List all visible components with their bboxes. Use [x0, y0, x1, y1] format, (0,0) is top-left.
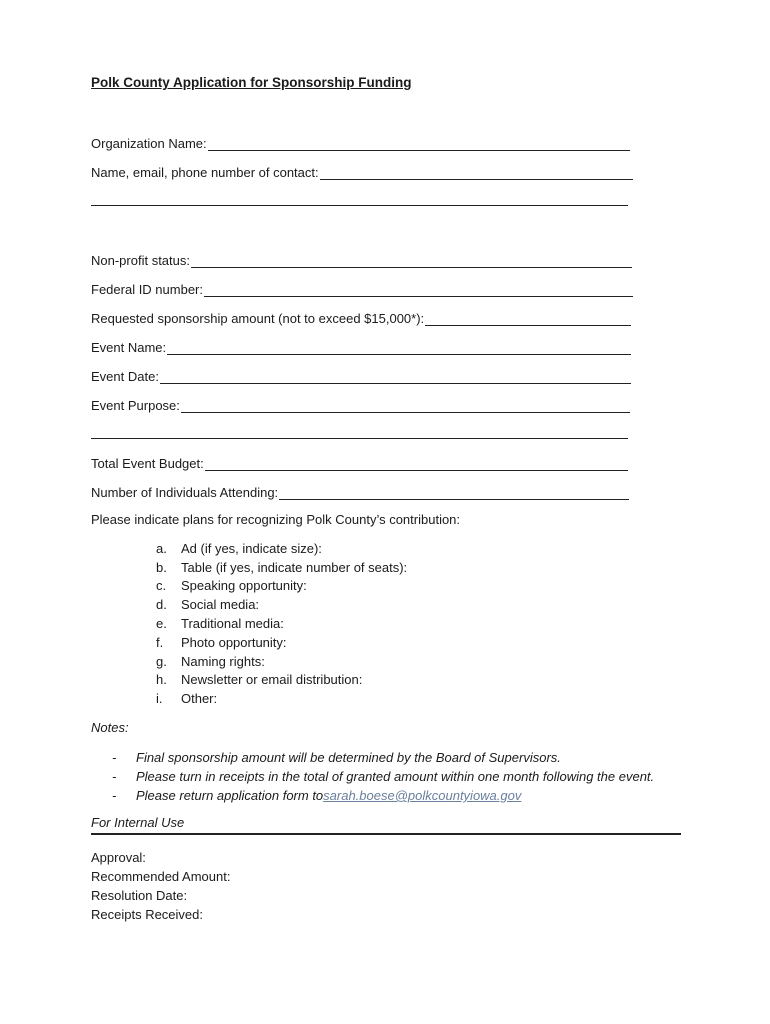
event-purpose-label: Event Purpose:	[91, 398, 180, 413]
contact-extra-line[interactable]	[91, 205, 628, 206]
form-title: Polk County Application for Sponsorship Funding	[91, 75, 412, 90]
recommended-amount-label: Recommended Amount:	[91, 869, 231, 884]
approval-label: Approval:	[91, 850, 146, 865]
federal-id-field[interactable]	[91, 279, 633, 297]
list-item: b. Table (if yes, indicate number of seats):	[156, 559, 408, 575]
requested-amount-field[interactable]	[91, 308, 631, 326]
internal-use-heading: For Internal Use	[91, 815, 185, 830]
contact-label: Name, email, phone number of contact:	[91, 165, 319, 180]
total-budget-line[interactable]	[205, 457, 628, 471]
requested-amount-label: Requested sponsorship amount (not to exceed $15,000*):	[91, 311, 425, 326]
organization-name-line[interactable]	[208, 137, 630, 151]
list-item: c. Speaking opportunity:	[156, 578, 307, 594]
federal-id-label: Federal ID number:	[91, 282, 203, 297]
nonprofit-status-label: Non-profit status:	[91, 253, 190, 268]
organization-name-field[interactable]	[91, 133, 630, 151]
organization-name-label: Organization Name:	[91, 136, 207, 151]
event-purpose-line[interactable]	[181, 399, 630, 413]
note-item: - Final sponsorship amount will be determined by the Board of Supervisors.	[112, 750, 561, 765]
divider	[91, 833, 681, 835]
resolution-date-label: Resolution Date:	[91, 888, 188, 903]
event-purpose-extra-line[interactable]	[91, 438, 628, 439]
event-name-label: Event Name:	[91, 340, 167, 355]
list-item: e. Traditional media:	[156, 616, 284, 632]
list-item: h. Newsletter or email distribution:	[156, 672, 363, 688]
list-item: i. Other:	[156, 691, 218, 707]
contact-line[interactable]	[320, 166, 633, 180]
federal-id-line[interactable]	[204, 283, 633, 297]
recognition-prompt: Please indicate plans for recognizing Polk County’s contribution:	[91, 512, 461, 527]
event-date-field[interactable]	[91, 366, 631, 384]
nonprofit-status-field[interactable]	[91, 250, 632, 268]
list-item: a. Ad (if yes, indicate size):	[156, 540, 322, 556]
event-date-line[interactable]	[160, 370, 631, 384]
total-budget-label: Total Event Budget:	[91, 456, 204, 471]
attendees-field[interactable]	[91, 482, 629, 500]
receipts-received-label: Receipts Received:	[91, 907, 203, 922]
notes-heading: Notes:	[91, 720, 129, 735]
recognition-list	[156, 539, 407, 708]
note-item: - Please turn in receipts in the total of granted amount within one month following the event.	[112, 769, 655, 784]
list-item: f. Photo opportunity:	[156, 634, 287, 650]
event-name-field[interactable]	[91, 337, 631, 355]
list-item: d. Social media:	[156, 597, 260, 613]
notes-list	[112, 748, 654, 805]
nonprofit-status-line[interactable]	[191, 254, 632, 268]
event-purpose-field[interactable]	[91, 395, 630, 413]
event-date-label: Event Date:	[91, 369, 159, 384]
contact-field[interactable]	[91, 162, 633, 180]
note-item: - Please return application form to sarah.boese@polkcountyiowa.gov	[112, 788, 522, 803]
list-item: g. Naming rights:	[156, 653, 265, 669]
email-link[interactable]: sarah.boese@polkcountyiowa.gov	[323, 788, 522, 803]
total-budget-field[interactable]	[91, 453, 628, 471]
attendees-line[interactable]	[279, 486, 629, 500]
internal-use-list	[91, 848, 230, 924]
requested-amount-line[interactable]	[425, 312, 631, 326]
attendees-label: Number of Individuals Attending:	[91, 485, 279, 500]
event-name-line[interactable]	[167, 341, 631, 355]
